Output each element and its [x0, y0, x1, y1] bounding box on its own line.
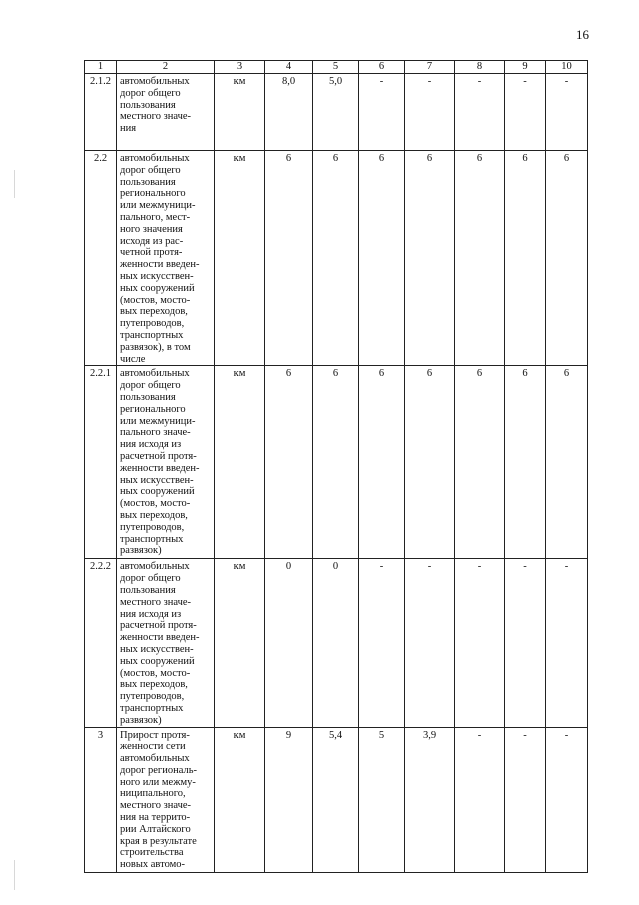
column-header: 6	[359, 61, 405, 74]
column-header: 9	[505, 61, 546, 74]
row-unit: км	[215, 151, 265, 366]
row-value: -	[505, 727, 546, 872]
row-description: Прирост протя- женности сети автомобильных дорог региональ- ного или межму- ниципального, местного значе- ния на террито- рии Алтайского края в результате строительства новых автомо-	[117, 727, 215, 872]
row-value: 6	[505, 151, 546, 366]
row-value: 6	[455, 366, 505, 559]
table-row	[85, 151, 588, 366]
row-value: 6	[265, 151, 313, 366]
row-value: -	[405, 559, 455, 727]
row-value: 6	[313, 366, 359, 559]
row-value: -	[546, 74, 588, 151]
table-row	[85, 366, 588, 559]
row-number: 2.2.2	[85, 559, 117, 727]
table-row	[85, 559, 588, 727]
row-number: 2.2	[85, 151, 117, 366]
page-number: 16	[576, 27, 589, 42]
row-value: 6	[455, 151, 505, 366]
row-value: 5	[359, 727, 405, 872]
row-value: -	[546, 727, 588, 872]
column-header: 7	[405, 61, 455, 74]
column-header: 10	[546, 61, 588, 74]
row-value: 0	[265, 559, 313, 727]
header-row	[85, 61, 588, 74]
row-value: 6	[546, 151, 588, 366]
row-value: 6	[265, 366, 313, 559]
column-header: 5	[313, 61, 359, 74]
row-value: -	[455, 727, 505, 872]
table-row	[85, 74, 588, 151]
column-header: 2	[117, 61, 215, 74]
column-header: 8	[455, 61, 505, 74]
row-value: -	[505, 74, 546, 151]
row-value: -	[359, 559, 405, 727]
row-value: 6	[505, 366, 546, 559]
row-description: автомобильных дорог общего пользования местного значе- ния	[117, 74, 215, 151]
scan-edge-mark	[14, 860, 15, 890]
row-value: 6	[313, 151, 359, 366]
row-value: 8,0	[265, 74, 313, 151]
row-value: 5,4	[313, 727, 359, 872]
row-value: 6	[359, 151, 405, 366]
scan-edge-mark	[14, 170, 15, 198]
column-header: 4	[265, 61, 313, 74]
table-row	[85, 727, 588, 872]
row-number: 2.2.1	[85, 366, 117, 559]
column-header: 3	[215, 61, 265, 74]
row-value: -	[505, 559, 546, 727]
table-header	[85, 61, 588, 74]
row-value: -	[405, 74, 455, 151]
row-value: 5,0	[313, 74, 359, 151]
row-unit: км	[215, 74, 265, 151]
row-description: автомобильных дорог общего пользования регионального или межмуници- пального значе- ния исходя из расчетной протя- женности введен- ных искусствен- ных сооружений (мостов, мосто- вых переходов, путепроводов, транспортных развязок)	[117, 366, 215, 559]
row-value: 3,9	[405, 727, 455, 872]
row-value: 6	[405, 366, 455, 559]
row-value: 9	[265, 727, 313, 872]
row-description: автомобильных дорог общего пользования местного значе- ния исходя из расчетной протя- женности введен- ных искусствен- ных сооружений (мостов, мосто- вых переходов, путепроводов, транспортных развязок)	[117, 559, 215, 727]
row-unit: км	[215, 727, 265, 872]
row-value: 6	[546, 366, 588, 559]
column-header: 1	[85, 61, 117, 74]
row-number: 3	[85, 727, 117, 872]
row-value: -	[546, 559, 588, 727]
row-unit: км	[215, 366, 265, 559]
row-unit: км	[215, 559, 265, 727]
row-number: 2.1.2	[85, 74, 117, 151]
row-value: 6	[405, 151, 455, 366]
row-value: 0	[313, 559, 359, 727]
row-value: 6	[359, 366, 405, 559]
row-description: автомобильных дорог общего пользования регионального или межмуници- пального, мест- ного значения исходя из рас- четной протя- женности введен- ных искусствен- ных сооружений (мостов, мосто- вых переходов, путепроводов, транспортных развязок), в том числе	[117, 151, 215, 366]
row-value: -	[359, 74, 405, 151]
row-value: -	[455, 559, 505, 727]
row-value: -	[455, 74, 505, 151]
indicators-table	[84, 60, 588, 873]
